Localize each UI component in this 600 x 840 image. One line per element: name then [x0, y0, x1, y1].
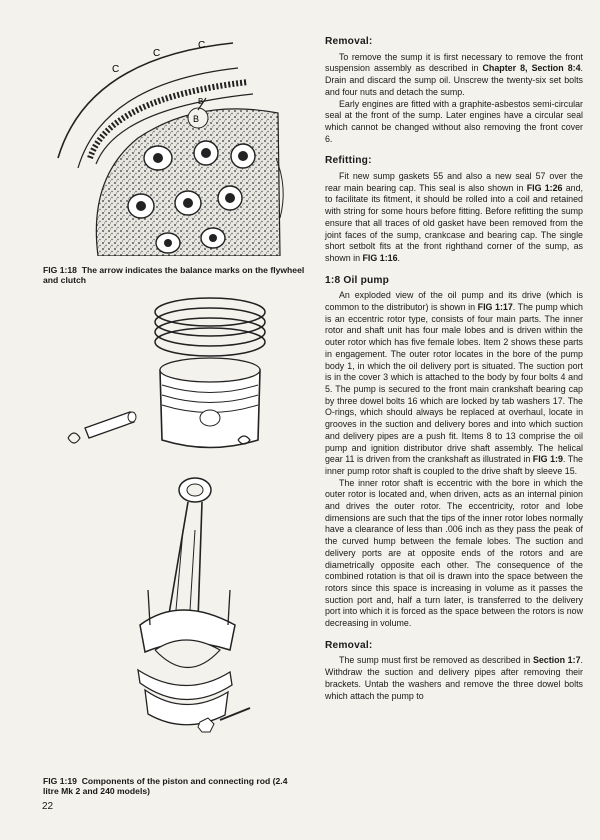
figure-caption: FIG 1:18 The arrow indicates the balance marks on the flywheel and clutch	[43, 265, 305, 285]
figure-caption: FIG 1:19 Components of the piston and connecting rod (2.4 litre Mk 2 and 240 models)	[43, 776, 288, 796]
page-number: 22	[42, 801, 54, 812]
svg-text:B: B	[198, 97, 204, 106]
piston-connecting-rod-illustration	[60, 290, 310, 740]
section-heading: Removal:	[325, 36, 373, 47]
svg-text:C: C	[153, 48, 161, 59]
svg-text:C: C	[198, 40, 206, 51]
section-heading: Removal:	[325, 639, 373, 651]
balance-mark-b: B	[193, 114, 200, 124]
paragraph: The inner rotor shaft is eccentric with the bore in which the outer rotor is located and, when driven, acts as an internal pinion and drives the outer rotor. The eccentricity, rotor and lobe dimensions are such that the tips of the inner rotor lobes normally have a clearance of less than .006 inch as they pass the peak of the curved hump between the female lobes. The suction and delivery ports are at opposite ends of the rotors and are diametrically opposite each other. The consequence of the combined rotation is that oil is drawn into the space between the rotors since this space is increasing in volume as it passes the suction port and, half a turn later, is transferred to the delivery port into which it is forced as the space between the rotors is now decreasing in volume.	[325, 477, 583, 629]
paragraph: Early engines are fitted with a graphite-asbestos semi-circular seal at the front of the sump. Later engines have a circular seal which cannot be changed without also removing the front cover 6.	[325, 98, 583, 144]
paragraph: Fit new sump gaskets 55 and also a new seal 57 over the rear main bearing cap. This seal is also shown in FIG 1:26 and, to facilitate its fitment, it should be rolled into a coil and retained with string for some hours before fitting. Before refitting the sump ensure that all traces of old gasket have been removed from the joint faces of the sump, crankcase and bearing cap. The single short setbolt fits at the front righthand corner of the sump, as shown in FIG 1:16.	[325, 171, 583, 263]
paragraph: To remove the sump it is first necessary to remove the front suspension assembly as described in Chapter 8, Section 8:4. Drain and discard the sump oil. Unscrew the twenty-six set bolts and four nuts and detach the sump.	[325, 51, 583, 97]
svg-text:C: C	[112, 64, 120, 75]
text-column	[325, 36, 583, 702]
paragraph: The sump must first be removed as described in Section 1:7. Withdraw the suction and delivery pipes after removing their brackets. Untab the washers and remove the three dowel bolts which attach the pump to	[325, 655, 583, 701]
flywheel-clutch-illustration	[48, 38, 308, 256]
section-heading: 1:8 Oil pump	[325, 274, 390, 286]
paragraph: An exploded view of the oil pump and its drive (which is common to the distributor) is shown in FIG 1:17. The pump which is an eccentric rotor type, consists of four main parts. The inner rotor and shaft unit has four male lobes and is driven within the outer rotor which has five female lobes. Item 2 shows these parts in engagement. The outer rotor locates in the bore of the pump body 1, in which the oil delivery port is situated. The suction port is in the cover 3 which is attached to the body by four bolts 4 and 5. The pump is secured to the front main crankshaft bearing cap by three dowel bolts 16 which are locked by tab washers 17. The O-rings, which should always be replaced at overhaul, locate in grooves in the suction and delivery bores and into which suction and delivery pipes are a push fit. Items 8 to 13 comprise the oil pump and ignition distributor drive shaft assembly. The helical gear 11 is driven from the crankshaft as illustrated in FIG 1:9. The inner pump rotor shaft is coupled to the drive shaft by sleeve 15.	[325, 290, 583, 476]
section-heading: Refitting:	[325, 155, 372, 167]
